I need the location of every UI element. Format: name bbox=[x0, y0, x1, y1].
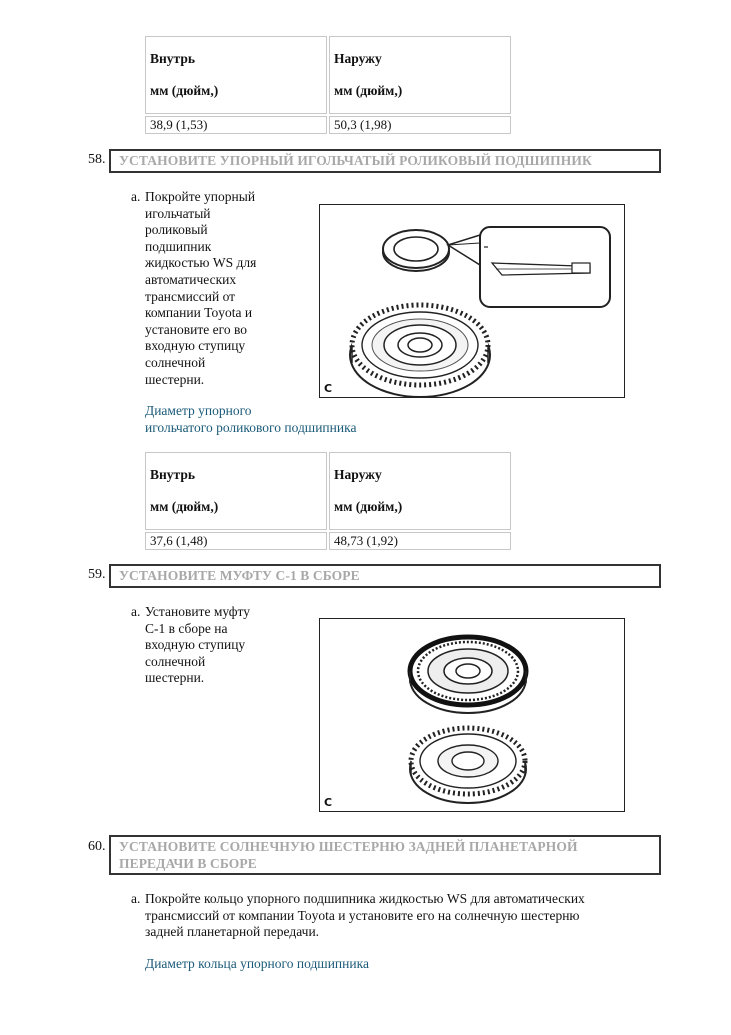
step58-line: трансмиссий от bbox=[145, 288, 236, 304]
step58-line: роликовый bbox=[145, 222, 208, 238]
table1-col2-unit: мм (дюйм,) bbox=[334, 83, 403, 98]
step58-line: подшипник bbox=[145, 238, 212, 254]
step58-line: Покройте упорный bbox=[145, 189, 256, 204]
step60-item-label: a. bbox=[131, 891, 141, 906]
table1-col2-value: 50,3 (1,98) bbox=[329, 116, 511, 134]
step58-line: установите его во bbox=[145, 321, 247, 337]
step58-item bbox=[131, 189, 305, 388]
spec-table-2 bbox=[143, 450, 513, 552]
step58-line: шестерни. bbox=[145, 371, 205, 387]
table1-col2-header: Наружу bbox=[334, 51, 382, 66]
step58-diameter-link[interactable] bbox=[145, 403, 356, 436]
step58-line: солнечной bbox=[145, 354, 206, 370]
step59-figure bbox=[319, 618, 625, 812]
table1-col1-value: 38,9 (1,53) bbox=[145, 116, 327, 134]
step58-link-line[interactable]: Диаметр упорного bbox=[145, 403, 252, 418]
step58-line: игольчатый bbox=[145, 205, 211, 221]
step58-number: 58. bbox=[88, 152, 106, 167]
step60-line: задней планетарной передачи. bbox=[145, 924, 320, 940]
step58-link-line[interactable]: игольчатого роликового подшипника bbox=[145, 419, 357, 435]
step58-figure bbox=[319, 204, 625, 398]
step59-line: входную ступицу bbox=[145, 637, 246, 653]
step59-line: шестерни. bbox=[145, 670, 205, 686]
step59-title: УСТАНОВИТЕ МУФТУ С-1 В СБОРЕ bbox=[119, 568, 360, 583]
step59-line: С-1 в сборе на bbox=[145, 620, 228, 636]
step58-line: автоматических bbox=[145, 271, 237, 287]
table1-col1-header: Внутрь bbox=[150, 51, 195, 66]
step60-title-line: УСТАНОВИТЕ СОЛНЕЧНУЮ ШЕСТЕРНЮ ЗАДНЕЙ ПЛАНЕТАРНОЙ bbox=[119, 839, 578, 854]
table2-col1-unit: мм (дюйм,) bbox=[150, 499, 219, 514]
step60-number: 60. bbox=[88, 839, 106, 854]
step58-title: УСТАНОВИТЕ УПОРНЫЙ ИГОЛЬЧАТЫЙ РОЛИКОВЫЙ ПОДШИПНИК bbox=[119, 153, 592, 168]
step60-item bbox=[131, 891, 645, 941]
table2-col1-header: Внутрь bbox=[150, 467, 195, 482]
spec-table-1 bbox=[143, 34, 513, 136]
step60-diameter-link[interactable]: Диаметр кольца упорного подшипника bbox=[145, 956, 369, 971]
step59-line: Установите муфту bbox=[145, 604, 251, 619]
step58-line: входную ступицу bbox=[145, 338, 246, 354]
step58-figure-tag: C bbox=[324, 382, 333, 395]
thrust-bearing-illustration bbox=[320, 205, 624, 397]
step59-heading bbox=[109, 564, 661, 588]
table2-col2-value: 48,73 (1,92) bbox=[329, 532, 511, 550]
table2-col1-value: 37,6 (1,48) bbox=[145, 532, 327, 550]
table1-col2-header-cell bbox=[329, 36, 511, 114]
step60-line: трансмиссий от компании Toyota и установите его на солнечную шестерню bbox=[145, 907, 580, 923]
step59-line: солнечной bbox=[145, 653, 206, 669]
step60-title-line: ПЕРЕДАЧИ В СБОРЕ bbox=[119, 856, 257, 871]
step60-line: Покройте кольцо упорного подшипника жидкостью WS для автоматических bbox=[145, 891, 585, 906]
table1-col1-header-cell bbox=[145, 36, 327, 114]
table1-col1-unit: мм (дюйм,) bbox=[150, 83, 219, 98]
table2-col1-header-cell bbox=[145, 452, 327, 530]
step59-figure-tag: C bbox=[324, 796, 333, 809]
step59-item bbox=[131, 604, 305, 687]
step58-heading bbox=[109, 149, 661, 173]
table2-col2-header-cell bbox=[329, 452, 511, 530]
step58-line: компании Toyota и bbox=[145, 305, 253, 321]
clutch-assembly-illustration bbox=[320, 619, 624, 811]
table2-col2-header: Наружу bbox=[334, 467, 382, 482]
table2-col2-unit: мм (дюйм,) bbox=[334, 499, 403, 514]
step60-heading bbox=[109, 835, 661, 875]
step58-line: жидкостью WS для bbox=[145, 255, 257, 271]
step58-item-label: a. bbox=[131, 189, 141, 204]
step59-number: 59. bbox=[88, 567, 106, 582]
step59-item-label: a. bbox=[131, 604, 141, 619]
